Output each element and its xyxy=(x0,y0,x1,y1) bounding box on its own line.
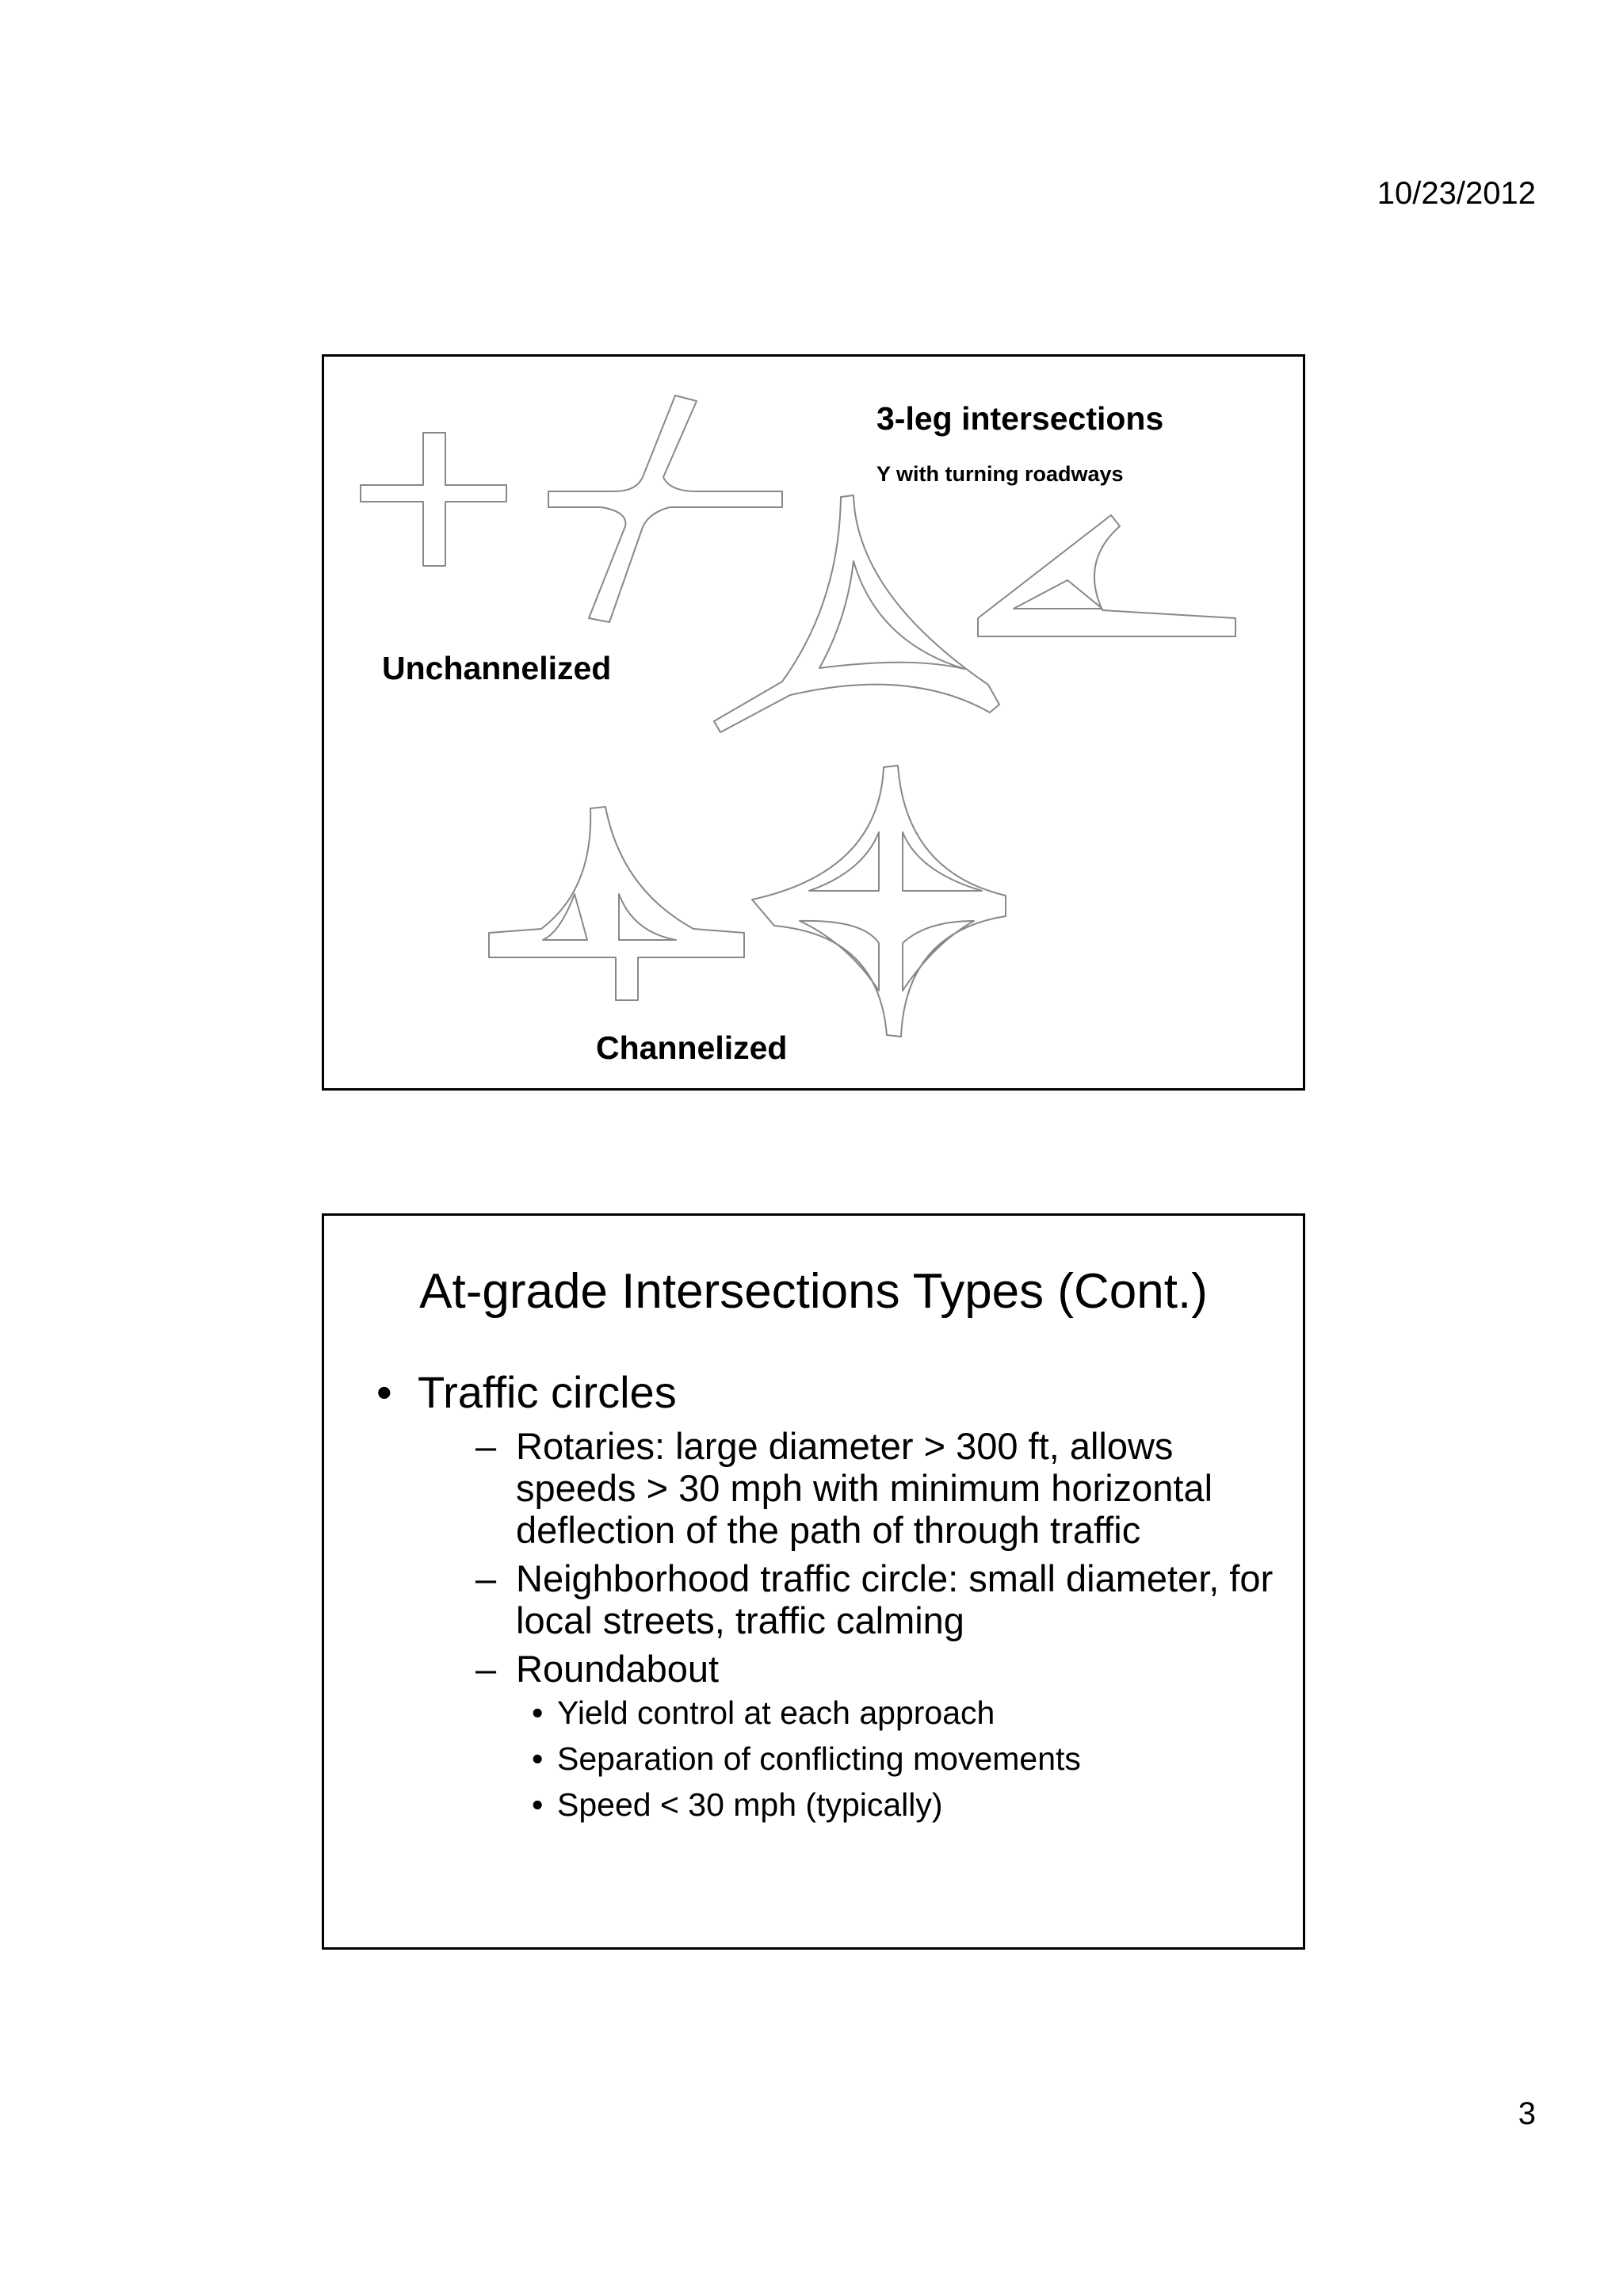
sub-bullet-roundabout xyxy=(376,1648,1280,1690)
label-y-turning: Y with turning roadways xyxy=(876,462,1124,486)
sub-sub-bullet xyxy=(376,1690,1280,1736)
page-number: 3 xyxy=(1518,2096,1536,2131)
four-leg-cross-diagram xyxy=(361,433,506,566)
bullet-mark: • xyxy=(376,1367,392,1417)
sub-bullet-text: Rotaries: large diameter > 300 ft, allows speeds > 30 mph with minimum horizontal deflection of the path of through traffic xyxy=(516,1425,1213,1551)
slide-intersection-diagrams xyxy=(322,354,1305,1091)
dash-mark: – xyxy=(475,1557,497,1599)
dash-mark: – xyxy=(475,1648,497,1690)
sub-bullet-rotaries xyxy=(376,1425,1280,1551)
header-date: 10/23/2012 xyxy=(1377,176,1536,211)
intersection-diagrams xyxy=(324,357,1303,1088)
label-unchannelized: Unchannelized xyxy=(382,650,612,686)
three-leg-channelized-diagram xyxy=(978,515,1235,636)
dash-mark: – xyxy=(475,1425,497,1467)
label-channelized: Channelized xyxy=(596,1030,788,1066)
sub-sub-bullet-text: Yield control at each approach xyxy=(557,1694,995,1731)
skewed-four-leg-diagram xyxy=(548,395,782,622)
bullet-list xyxy=(376,1366,1280,1828)
channelized-four-leg-diagram xyxy=(489,807,744,1000)
label-three-leg: 3-leg intersections xyxy=(876,400,1164,437)
sub-sub-bullet-text: Speed < 30 mph (typically) xyxy=(557,1786,943,1823)
bullet-text: Traffic circles xyxy=(418,1367,677,1417)
sub-bullet-text: Neighborhood traffic circle: small diameter, for local streets, traffic calming xyxy=(516,1557,1274,1641)
bullet-mark: • xyxy=(532,1694,544,1731)
sub-sub-bullet xyxy=(376,1782,1280,1828)
sub-sub-bullet xyxy=(376,1736,1280,1782)
sub-sub-bullet-text: Separation of conflicting movements xyxy=(557,1740,1081,1777)
sub-bullet-neighborhood xyxy=(376,1557,1280,1641)
bullet-mark: • xyxy=(532,1786,544,1823)
fully-channelized-four-leg-diagram xyxy=(752,766,1006,1037)
sub-bullet-text: Roundabout xyxy=(516,1648,720,1690)
slide-intersection-types xyxy=(322,1213,1305,1950)
y-intersection-diagram xyxy=(714,495,999,732)
bullet-mark: • xyxy=(532,1740,544,1777)
bullet-traffic-circles xyxy=(376,1366,1280,1419)
slide-title: At-grade Intersections Types (Cont.) xyxy=(419,1264,1208,1319)
